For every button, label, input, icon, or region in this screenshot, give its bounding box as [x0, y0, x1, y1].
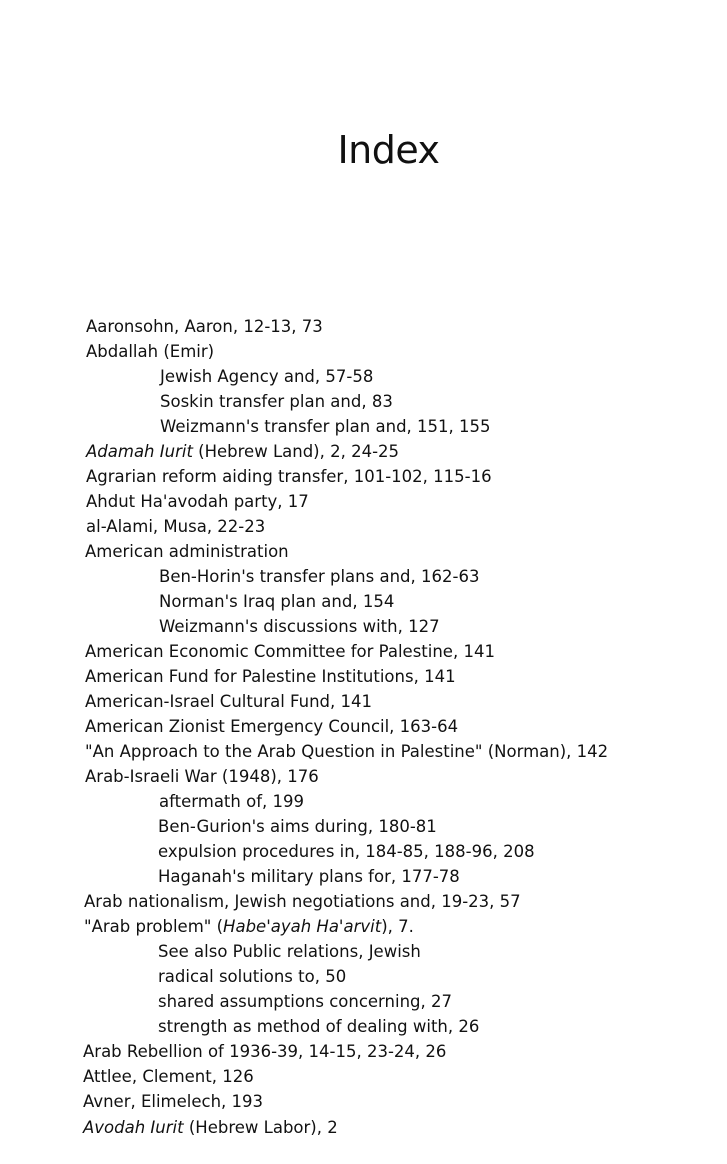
index-entry-text: ), 7.: [381, 917, 414, 937]
index-entry-text: American-Israel Cultural Fund, 141: [85, 692, 372, 712]
index-entry: [0, 489, 727, 514]
index-entry: [0, 1115, 727, 1140]
index-entry: [0, 1039, 727, 1064]
index-entry-title-italic: Adamah Iurit: [86, 442, 193, 462]
index-subentry: [0, 989, 727, 1014]
index-entry-text: "Arab problem" (: [84, 917, 224, 937]
index-entry-text: (Hebrew Land), 2, 24-25: [192, 442, 400, 462]
index-entry: [0, 764, 727, 789]
index-entry-text: aftermath of, 199: [159, 792, 304, 812]
index-entry-text: Arab Rebellion of 1936-39, 14-15, 23-24, 26: [83, 1042, 447, 1062]
index-entry: [0, 714, 727, 739]
index-entry: [0, 539, 727, 564]
index-entry-text: Avner, Elimelech, 193: [83, 1092, 264, 1112]
index-subentry: [0, 789, 727, 814]
index-entry-text: (Hebrew Labor), 2: [183, 1117, 338, 1137]
index-entry-text: American administration: [85, 542, 289, 562]
index-subentry: [0, 964, 727, 989]
index-list: [0, 314, 727, 1140]
index-entry-title-italic: Avodah Iurit: [83, 1117, 184, 1137]
index-entry-text: Abdallah (Emir): [86, 342, 215, 362]
index-entry-text: Soskin transfer plan and, 83: [160, 392, 393, 412]
index-entry-text: Jewish Agency and, 57-58: [160, 367, 374, 387]
index-entry-text: strength as method of dealing with, 26: [158, 1017, 480, 1037]
index-subentry: [0, 839, 727, 864]
index-subentry: [0, 589, 727, 614]
index-entry-text: Attlee, Clement, 126: [83, 1067, 254, 1087]
index-subentry: [0, 1014, 727, 1039]
index-entry: [0, 739, 727, 764]
index-entry: [0, 639, 727, 664]
index-entry-text: Norman's Iraq plan and, 154: [159, 592, 395, 612]
index-entry-text: American Fund for Palestine Institutions, 141: [85, 667, 456, 687]
index-entry-text: American Zionist Emergency Council, 163-64: [85, 717, 459, 737]
index-entry-text: expulsion procedures in, 184-85, 188-96, 208: [158, 842, 535, 862]
index-entry: [0, 464, 727, 489]
index-entry-title-italic: Habe'ayah Ha'arvit: [223, 917, 382, 937]
index-subentry: [0, 814, 727, 839]
index-entry-text: Haganah's military plans for, 177-78: [158, 867, 460, 887]
index-entry: [0, 664, 727, 689]
index-subentry: [0, 939, 727, 964]
index-subentry: [0, 364, 727, 389]
index-entry-text: "An Approach to the Arab Question in Palestine" (Norman), 142: [85, 742, 609, 762]
index-entry: [0, 1064, 727, 1089]
index-entry-text: Aaronsohn, Aaron, 12-13, 73: [86, 317, 323, 336]
index-subentry: [0, 389, 727, 414]
index-entry-text: Weizmann's discussions with, 127: [159, 617, 440, 637]
index-entry-text: Ben-Gurion's aims during, 180-81: [158, 817, 437, 837]
index-entry: [0, 914, 727, 939]
index-entry: [0, 339, 727, 364]
index-subentry: [0, 614, 727, 639]
index-entry-text: Weizmann's transfer plan and, 151, 155: [160, 417, 491, 437]
index-entry: [0, 689, 727, 714]
index-entry: [0, 514, 727, 539]
index-subentry: [0, 864, 727, 889]
index-entry-text: radical solutions to, 50: [158, 967, 347, 987]
index-entry: [0, 439, 727, 464]
page-title: Index: [337, 128, 440, 172]
index-entry: [0, 1089, 727, 1114]
index-entry-text: Ahdut Ha'avodah party, 17: [86, 492, 309, 512]
index-entry-text: See also Public relations, Jewish: [158, 942, 421, 962]
index-entry-text: al-Alami, Musa, 22-23: [86, 517, 266, 537]
index-entry: [0, 889, 727, 914]
index-entry: [0, 314, 727, 339]
index-entry-text: Agrarian reform aiding transfer, 101-102, 115-16: [86, 467, 492, 487]
index-subentry: [0, 414, 727, 439]
index-entry-text: shared assumptions concerning, 27: [158, 992, 453, 1012]
index-subentry: [0, 564, 727, 589]
index-entry-text: Arab nationalism, Jewish negotiations and, 19-23, 57: [84, 892, 521, 912]
index-entry-text: Arab-Israeli War (1948), 176: [85, 767, 319, 787]
index-entry-text: Ben-Horin's transfer plans and, 162-63: [159, 567, 480, 587]
index-entry-text: American Economic Committee for Palestine, 141: [85, 642, 495, 662]
